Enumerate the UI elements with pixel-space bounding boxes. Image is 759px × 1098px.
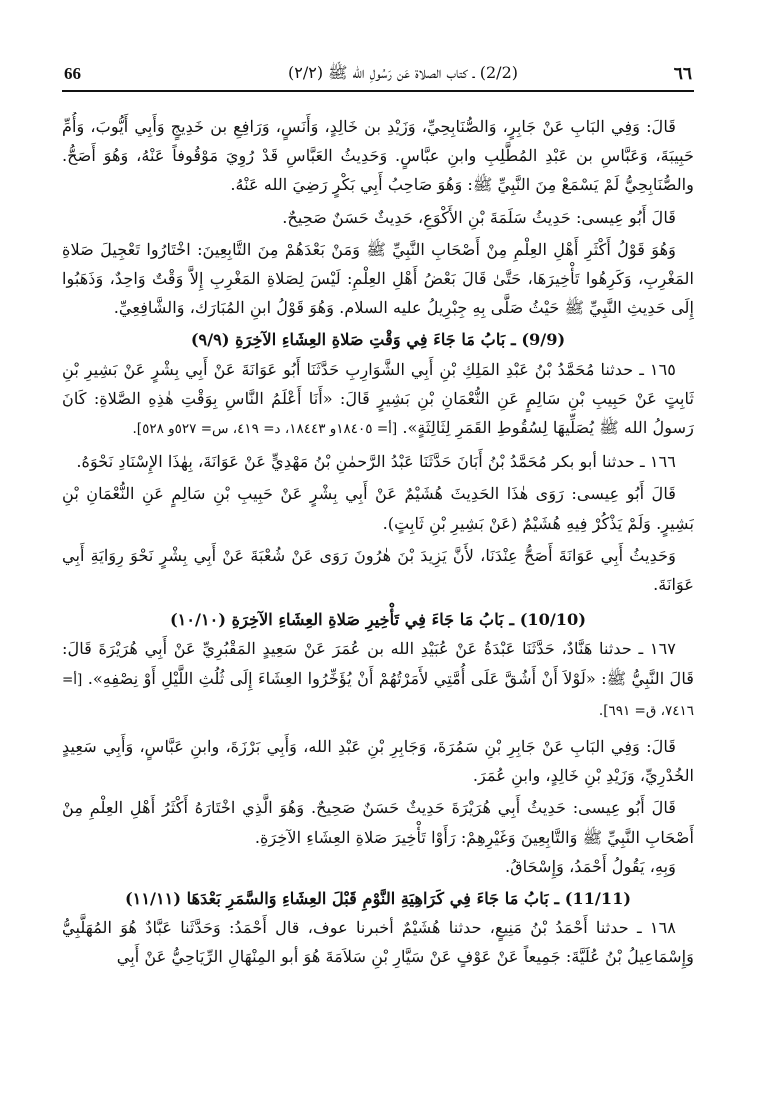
running-title: (2/2) ـ كتاب الصلاة عَن رَسُولِ الله ﷺ (٢/٢) xyxy=(287,63,518,82)
paragraph: وَهُوَ قَوْلُ أَكْثَرِ أَهْلِ العِلْمِ مِنْ أَصْحَابِ النَّبِيِّ ﷺ وَمَنْ بَعْدَهُمْ مِنَ التَّابِعِينَ: اخْتَارُوا تَعْجِيلَ صَلاةِ المَغْرِبِ، وَكَرِهُوا تَأْخِيرَهَا، حَتَّىٰ قَالَ بَعْضُ أَهْلِ العِلْمِ: لَيْسَ لِصَلاةِ المَغْرِبِ إِلاَّ وَقْتٌ وَاحِدٌ، وَذَهَبُوا إِلَى حَدِيثِ النَّبِيِّ ﷺ حَيْثُ صَلَّى بِهِ جِبْرِيلُ عليه السلام. وَهُوَ قَوْلُ ابنِ المُبَارَك، وَالشَّافِعِيِّ. xyxy=(62,239,694,318)
hadith-reference: [أ= ٧٤١٦، ق= ٦٩١]. xyxy=(62,671,694,719)
paragraph: قَالَ: وَفِي البَابِ عَنْ جَابِرِ بْنِ سَمُرَةَ، وَجَابِرِ بْنِ عَبْدِ الله، وَأَبِي بَرْزَةَ، وابنِ عَبَّاسٍ، وَأَبِي سَعِيدٍ الخُدْرِيِّ، وَزَيْدِ بْنِ خَالِدٍ، وابنِ عُمَرَ. xyxy=(62,737,694,786)
chapter-heading: (9/9) ـ بَابُ مَا جَاءَ فِي وَقْتِ صَلاةِ العِشَاءِ الآخِرَةِ (٩/٩) xyxy=(190,330,566,350)
page-header xyxy=(62,58,694,92)
chapter-heading: (10/10) ـ بَابُ مَا جَاءَ فِي تَأْخِيرِ صَلاةِ العِشَاءِ الآخِرَةِ (١٠/١٠) xyxy=(169,610,586,630)
paragraph: وَحَدِيثُ أَبِي عَوَانَةَ أَصَحُّ عِنْدَنَا، لأَنَّ يَزِيدَ بْنَ هٰرُونَ رَوَى عَنْ شُعْبَةَ عَنْ أَبِي بِشْرٍ نَحْوَ رِوَايَةِ أَبِي عَوَانَةَ. xyxy=(62,545,694,595)
paragraph: قَالَ أَبُو عِيسى: رَوَى هٰذَا الحَدِيثَ هُشَيْمٌ عَنْ أَبِي بِشْرٍ عَنْ حَبِيبِ بْنِ سَالِمٍ عَنِ النُّعْمَانِ بْنِ بَشِيرٍ. وَلَمْ يَذْكُرْ فِيهِ هُشَيْمٌ (عَنْ بَشِيرِ بْنِ ثَابِتٍ). xyxy=(62,484,694,533)
chapter-heading: (11/11) ـ بَابُ مَا جَاءَ فِي كَرَاهِيَةِ النَّوْمِ قَبْلَ العِشَاءِ وَالسَّمَرِ بَعْدَهَا (١١/١١) xyxy=(124,889,632,909)
page-number-arabic: ٦٦ xyxy=(673,64,692,83)
paragraph: وَبِهِ، يَقُولُ أَحْمَدُ، وَإِسْحَاقُ. xyxy=(504,856,676,876)
hadith-paragraph: ١٦٨ ـ حدثنا أَحْمَدُ بْنُ مَنِيعٍ، حدثنا هُشَيْمٌ أخبرنا عوف، قال أَحْمَدُ: وَحَدَّثَنا عَبَّادٌ هُوَ المُهَلَّبِيُّ وَإِسْمَاعِيلُ بْنُ عُلَيَّةَ: جَمِيعاً عَنْ عَوْفٍ عَنْ سَيَّارِ بْنِ سَلاَمَةَ هُوَ أبو المِنْهَالِ الرِّيَاحِيُّ عَنْ أَبِي xyxy=(62,918,694,967)
paragraph: قَالَ أَبُو عِيسى: حَدِيثُ أَبِي هُرَيْرَةَ حَدِيثٌ حَسَنٌ صَحِيحٌ. وَهُوَ الَّذِي اخْتَارَهُ أَكْثَرُ أَهْلِ العِلْمِ مِنْ أَصْحَابِ النَّبِيِّ ﷺ وَالتَّابِعِينَ وَغَيْرِهِمْ: رَأَوْا تَأْخِيرَ صَلاةِ العِشَاءِ الآخِرَةِ. xyxy=(62,798,694,847)
hadith-paragraph xyxy=(62,634,694,726)
paragraph: قَالَ: وَفِي البَابِ عَنْ جَابِرٍ، وَالصُّنَابِحِيِّ، وَزَيْدِ بن خَالِدٍ، وَأَنَسٍ، وَرَافِعِ بن خَدِيجٍ وَأَبِي أَيُّوبَ، وَأُمِّ حَبِيبَةَ، وَعَبَّاسِ بن عَبْدِ المُطَّلِبِ وابنِ عبَّاسٍ. وَحَدِيثُ العَبَّاسِ قَدْ رُوِيَ مَوْقُوفاً عَنْهُ، وَهُوَ أَصَحُّ. والصُّنَابِحِيُّ لَمْ يَسْمَعْ مِنَ النَّبِيِّ ﷺ: وَهُوَ صَاحِبُ أَبِي بَكْرٍ رَضِيَ الله عَنْهُ. xyxy=(62,117,694,195)
page-number-latin: 66 xyxy=(64,64,81,83)
hadith-paragraph: ١٦٦ ـ حدثنا أبو بكر مُحَمَّدُ بْنُ أَبَانَ حَدَّثَنَا عَبْدُ الرَّحمٰنِ بْنُ مَهْدِيٍّ عَنْ عَوَانَةَ، بِهٰذَا الإِسْنَادِ نَحْوَهُ. xyxy=(76,452,676,472)
paragraph: قَالَ أَبُو عِيسى: حَدِيثُ سَلَمَةَ بْنِ الأَكْوَعِ، حَدِيثٌ حَسَنٌ صَحِيحٌ. xyxy=(282,207,676,227)
hadith-reference: [أ= ١٨٤٠٥و ١٨٤٤٣، د= ٤١٩، س= ٥٢٧و ٥٢٨]. xyxy=(132,421,398,438)
hadith-text: ١٦٧ ـ حدثنا هَنَّادٌ، حَدَّثَنَا عَبْدَةُ عَنْ عُبَيْدِ الله بن عُمَرَ عَنْ سَعِيدٍ المَقْبُرِيِّ عَنْ أَبِي هُرَيْرَةَ قَالَ: قَالَ النَّبِيُّ ﷺ: «لَوْلاَ أَنْ أَشُقَّ عَلَى أُمَّتِي لأَمَرْتُهُمْ أَنْ يُؤَخِّرُوا العِشَاءَ إِلَى ثُلُثِ اللَّيْلِ أَوْ نِصْفِهِ». xyxy=(62,639,694,688)
hadith-paragraph xyxy=(62,355,694,445)
hadith-text: ١٦٥ ـ حدثنا مُحَمَّدُ بْنُ عَبْدِ المَلِكِ بْنِ أَبِي الشَّوَارِبِ حَدَّثَنَا أَبُو عَوَانَةَ عَنْ أَبِي بِشْرٍ عَنْ بَشِيرِ بْنِ ثَابِتٍ عَنْ حَبِيبِ بْنِ سَالِمٍ عَنِ النُّعْمَانِ بْنِ بَشِيرٍ قَالَ: «أَنَا أَعْلَمُ النَّاسِ بِوَقْتِ هٰذِهِ الصَّلاةِ: كَانَ رَسولُ الله ﷺ يُصَلِّيهَا لِسُقُوطِ القَمَرِ لِثَالِثَةٍ». xyxy=(62,359,694,438)
page-body xyxy=(62,112,694,1078)
